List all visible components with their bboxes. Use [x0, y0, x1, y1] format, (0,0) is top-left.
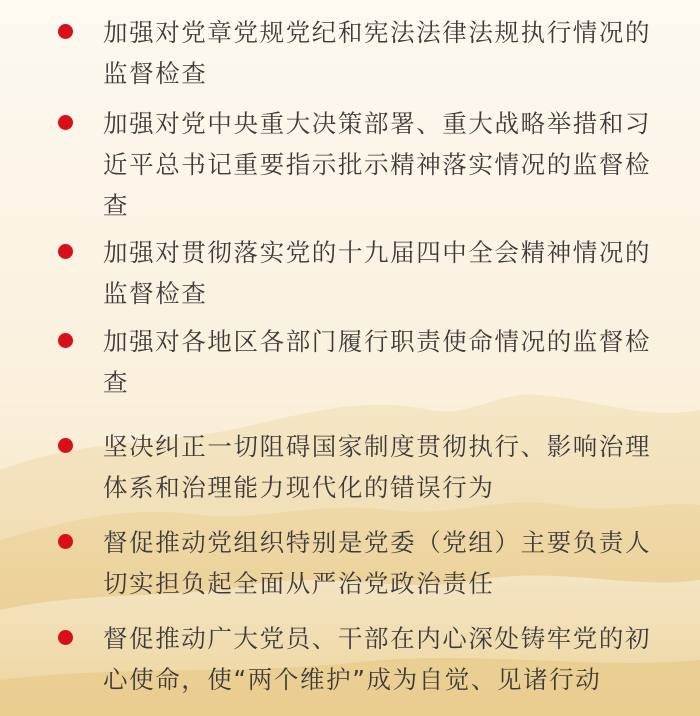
bullet-dot [58, 534, 73, 549]
list-item-text: 加强对贯彻落实党的十九届四中全会精神情况的监督检查 [103, 238, 652, 308]
bullet-dot [58, 24, 73, 39]
bullet-dot [58, 115, 73, 130]
bullet-dot [58, 244, 73, 259]
list-item-text: 加强对各地区各部门履行职责使命情况的监督检查 [103, 327, 652, 397]
bullet-dot [58, 438, 73, 453]
bullet-dot [58, 630, 73, 645]
list-item-text: 加强对党章党规党纪和宪法法律法规执行情况的监督检查 [103, 18, 652, 88]
list-item-text: 督促推动广大党员、干部在内心深处铸牢党的初心使命，使“两个维护”成为自觉、见诸行动 [103, 624, 652, 694]
list-item-text: 督促推动党组织特别是党委（党组）主要负责人切实担负起全面从严治党政治责任 [103, 528, 652, 598]
bullet-dot [58, 333, 73, 348]
list-item-text: 坚决纠正一切阻碍国家制度贯彻执行、影响治理体系和治理能力现代化的错误行为 [103, 432, 652, 502]
list-item-text: 加强对党中央重大决策部署、重大战略举措和习近平总书记重要指示批示精神落实情况的监督检查 [103, 109, 652, 220]
